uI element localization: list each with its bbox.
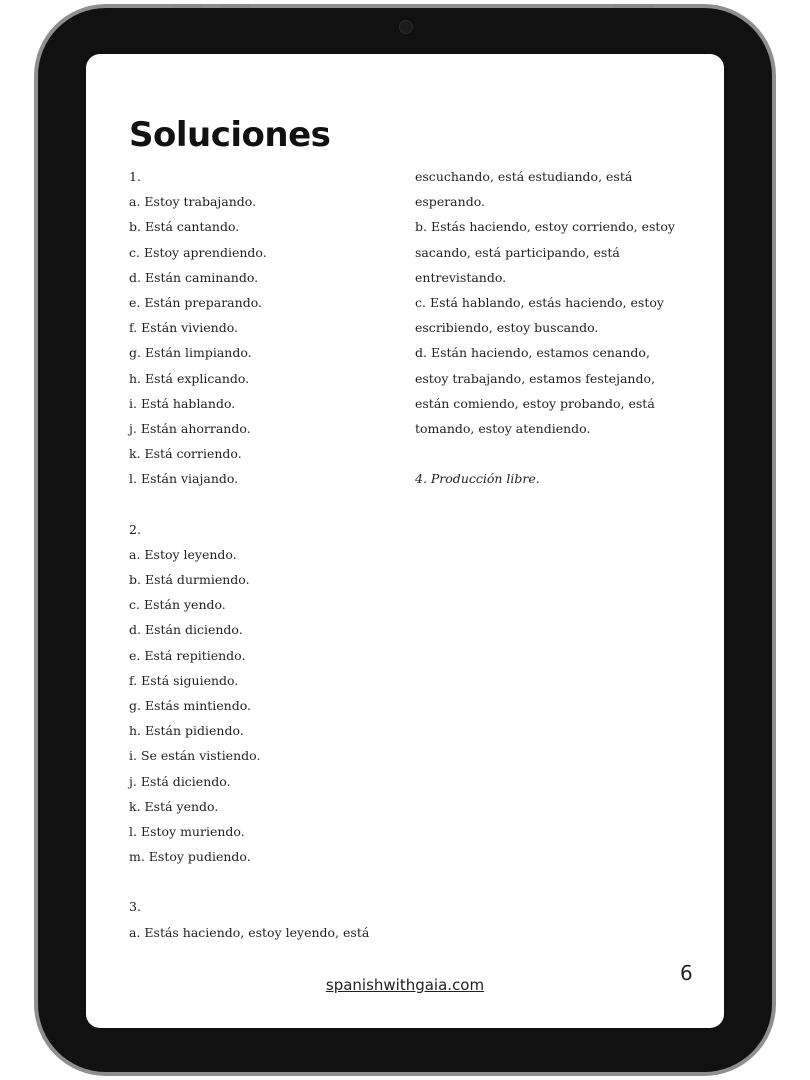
text-line: a. Estoy trabajando. bbox=[129, 194, 257, 210]
camera-icon bbox=[399, 20, 413, 34]
text-line: f. Está siguiendo. bbox=[129, 672, 239, 688]
text-line: d. Están diciendo. bbox=[129, 622, 243, 638]
text-line: h. Está explicando. bbox=[129, 370, 250, 386]
text-line: esperando. bbox=[415, 194, 485, 210]
text-line: i. Está hablando. bbox=[129, 395, 236, 411]
page-number: 6 bbox=[680, 961, 693, 985]
text-line: j. Están ahorrando. bbox=[129, 420, 251, 436]
text-line: c. Estoy aprendiendo. bbox=[129, 244, 267, 260]
text-line: m. Estoy pudiendo. bbox=[129, 849, 251, 865]
text-line: e. Está repitiendo. bbox=[129, 647, 246, 663]
text-line: sacando, está participando, está bbox=[415, 244, 620, 260]
text-line: h. Están pidiendo. bbox=[129, 723, 244, 739]
page-title: Soluciones bbox=[129, 115, 331, 155]
text-line: escribiendo, estoy buscando. bbox=[415, 320, 599, 336]
text-line: l. Están viajando. bbox=[129, 471, 239, 487]
text-line: f. Están viviendo. bbox=[129, 320, 239, 336]
text-line: d. Están caminando. bbox=[129, 269, 259, 285]
text-line: 3. bbox=[129, 899, 141, 915]
website-link[interactable]: spanishwithgaia.com bbox=[325, 976, 485, 994]
spacer bbox=[415, 441, 685, 466]
text-line: están comiendo, estoy probando, está bbox=[415, 395, 655, 411]
text-line: estoy trabajando, estamos festejando, bbox=[415, 370, 655, 386]
text-line: 4. Producción libre. bbox=[415, 471, 540, 487]
text-line: c. Están yendo. bbox=[129, 597, 226, 613]
text-line: entrevistando. bbox=[415, 269, 507, 285]
text-line: d. Están haciendo, estamos cenando, bbox=[415, 345, 650, 361]
text-line: a. Estoy leyendo. bbox=[129, 546, 237, 562]
text-line: 2. bbox=[129, 521, 141, 537]
text-line: b. Está durmiendo. bbox=[129, 572, 250, 587]
text-line: l. Estoy muriendo. bbox=[129, 823, 245, 839]
text-line: c. Está hablando, estás haciendo, estoy bbox=[415, 294, 664, 310]
text-line: g. Estás mintiendo. bbox=[129, 697, 252, 713]
right-column bbox=[415, 164, 685, 491]
text-line: g. Están limpiando. bbox=[129, 345, 252, 361]
text-line: k. Está yendo. bbox=[129, 798, 219, 814]
text-line: e. Están preparando. bbox=[129, 294, 262, 310]
text-line: tomando, estoy atendiendo. bbox=[415, 420, 591, 436]
text-line: j. Está diciendo. bbox=[129, 773, 231, 789]
left-column bbox=[129, 164, 389, 945]
text-line: escuchando, está estudiando, está bbox=[415, 169, 633, 184]
text-line: 1. bbox=[129, 169, 141, 184]
text-line: i. Se están vistiendo. bbox=[129, 748, 261, 764]
spacer bbox=[129, 491, 389, 516]
text-line: b. Estás haciendo, estoy corriendo, estoy bbox=[415, 219, 675, 235]
spacer bbox=[129, 869, 389, 894]
text-line: b. Está cantando. bbox=[129, 219, 240, 235]
text-line: k. Está corriendo. bbox=[129, 446, 242, 462]
text-line: a. Estás haciendo, estoy leyendo, está bbox=[129, 924, 370, 940]
page-screen bbox=[86, 54, 724, 1028]
